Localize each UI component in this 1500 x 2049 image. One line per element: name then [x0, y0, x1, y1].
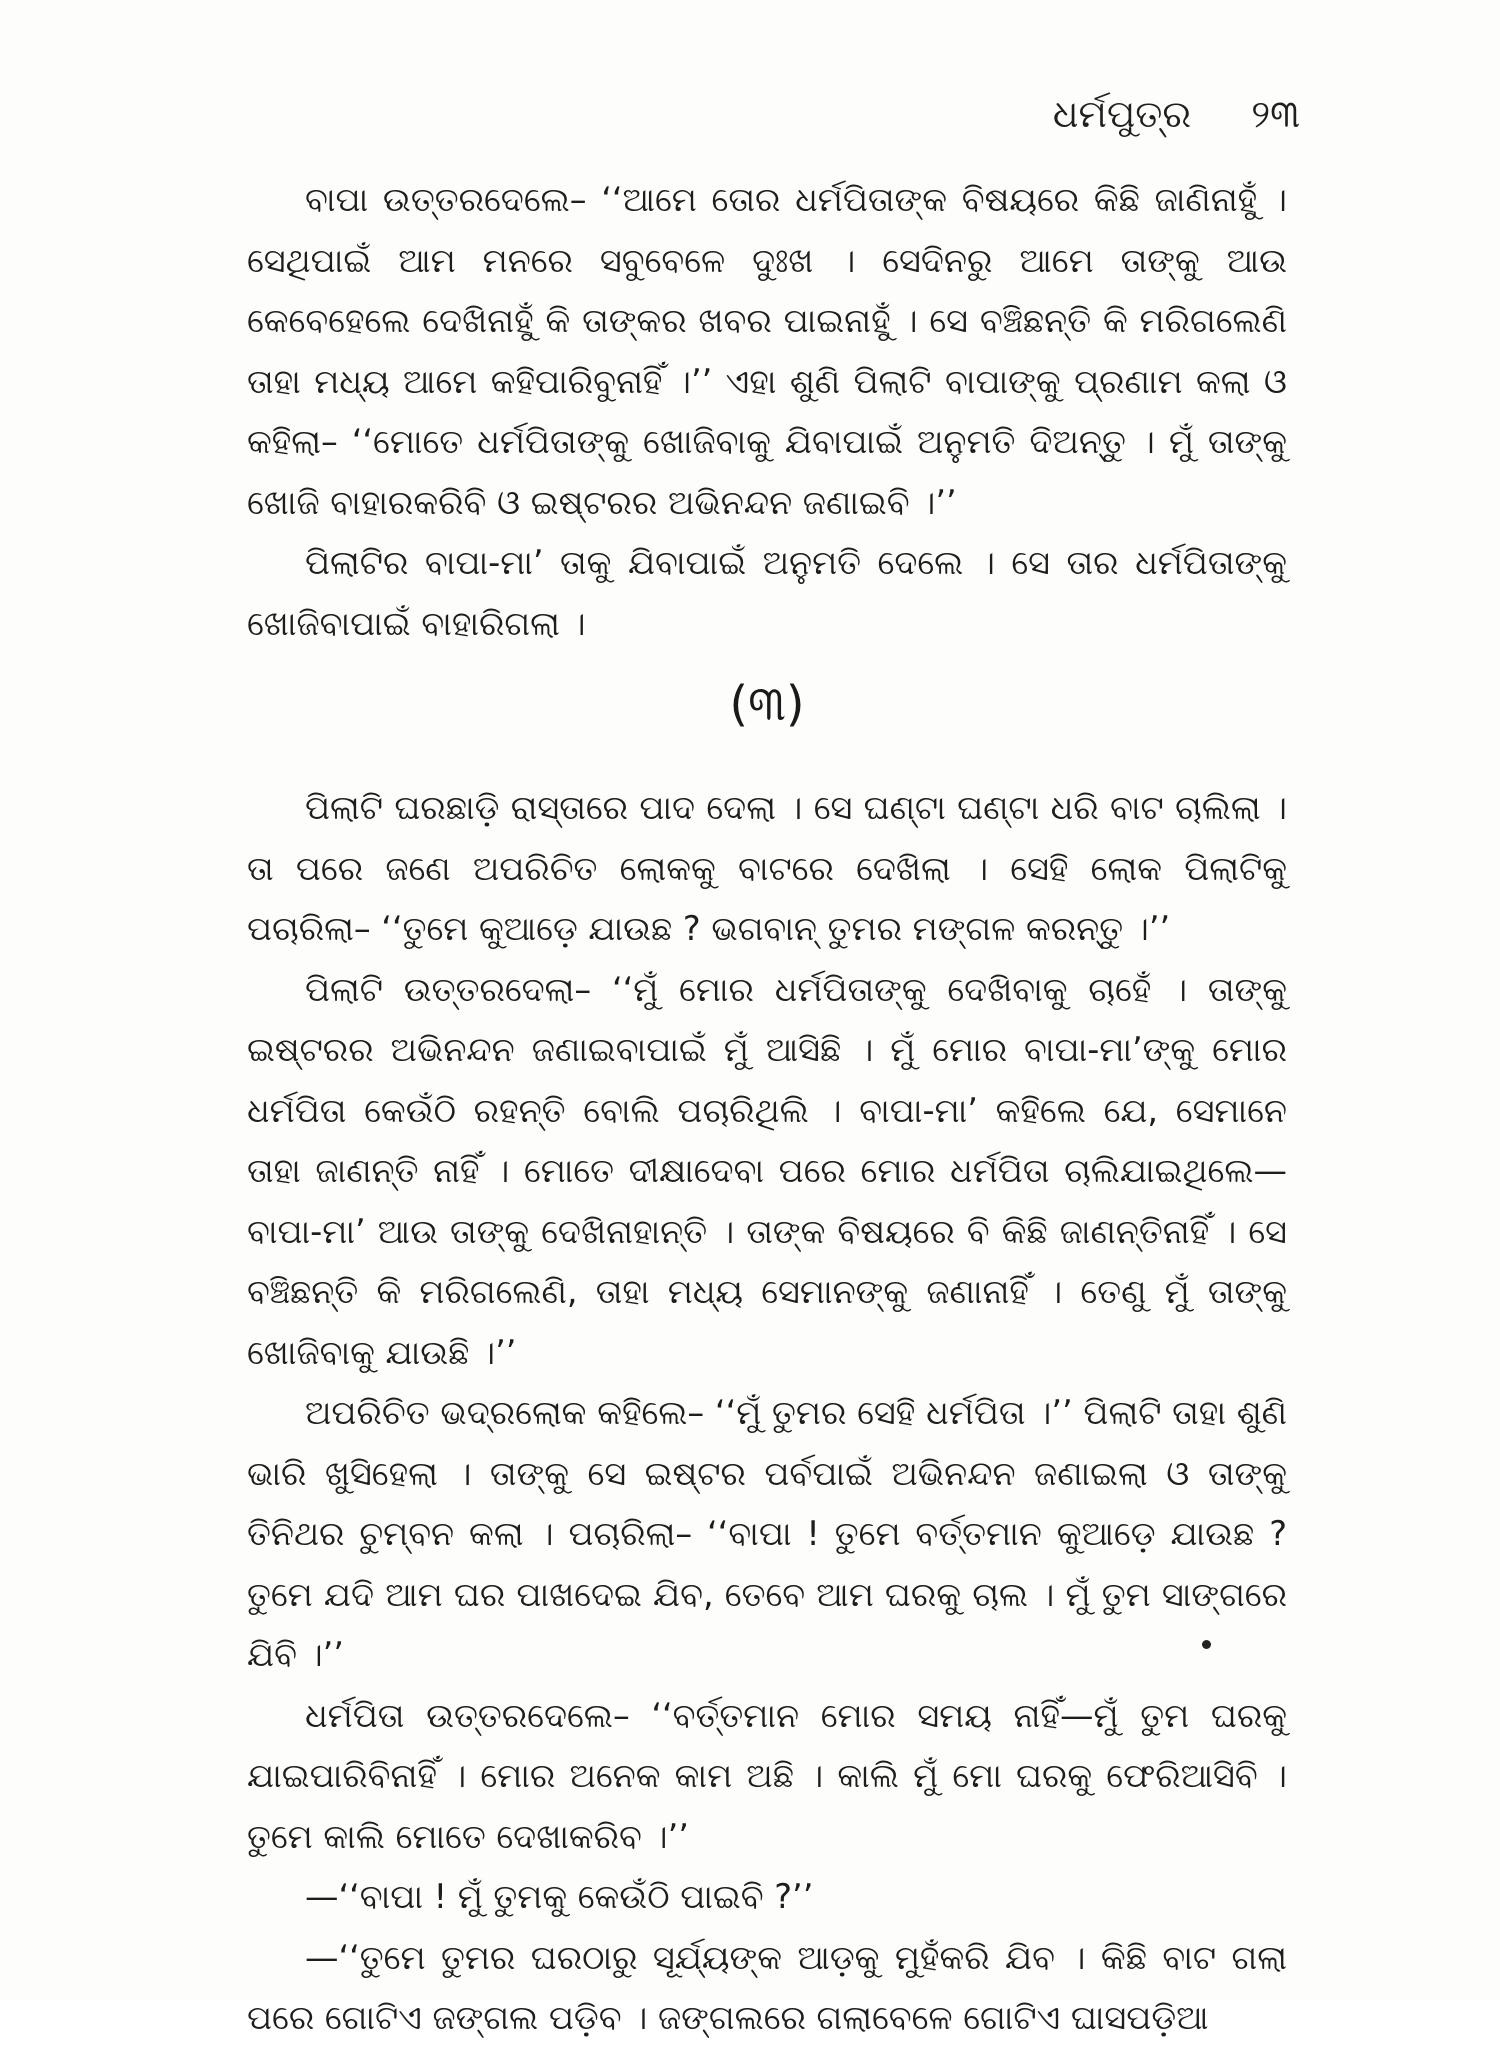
section-number: (୩): [729, 676, 805, 732]
page-body: [247, 170, 1287, 2049]
paragraph: ପିଲାଟି ଘରଛାଡ଼ି ରାସ୍ତାରେ ପାଦ ଦେଲା । ସେ ଘଣ୍ଟା ଘଣ୍ଟା ଧରି ବାଟ ଚାଲିଲା । ତା ପରେ ଜଣେ ଅପରିଚିତ ଲୋକକୁ ବାଟରେ ଦେଖିଲା । ସେହି ଲୋକ ପିଲାଟିକୁ ପଚାରିଲା– ‘‘ତୁମେ କୁଆଡ଼େ ଯାଉଛ ? ଭଗବାନ୍ ତୁମର ମଙ୍ଗଳ କରନ୍ତୁ ।’’: [247, 788, 1287, 948]
paragraph: ବାପା ଉତ୍ତରଦେଲେ– ‘‘ଆମେ ତୋର ଧର୍ମପିତାଙ୍କ ବିଷୟରେ କିଛି ଜାଣିନାହୁଁ । ସେଥିପାଇଁ ଆମ ମନରେ ସବୁବେଳେ ଦୁଃଖ । ସେଦିନରୁ ଆମେ ତାଙ୍କୁ ଆଉ କେବେହେଲେ ଦେଖିନାହୁଁ କି ତାଙ୍କର ଖବର ପାଇନାହୁଁ । ସେ ବଞ୍ଚିଛନ୍ତି କି ମରିଗଲେଣି ତାହା ମଧ୍ୟ ଆମେ କହିପାରିବୁନାହିଁ ।’’ ଏହା ଶୁଣି ପିଲାଟି ବାପାଙ୍କୁ ପ୍ରଣାମ କଲା ଓ କହିଲା– ‘‘ମୋତେ ଧର୍ମପିତାଙ୍କୁ ଖୋଜିବାକୁ ଯିବାପାଇଁ ଅନୁମତି ଦିଅନ୍ତୁ । ମୁଁ ତାଙ୍କୁ ଖୋଜି ବାହାରକରିବି ଓ ଇଷ୍ଟରର ଅଭିନନ୍ଦନ ଜଣାଇବି ।’’: [247, 180, 1287, 522]
running-header: [1053, 92, 1300, 137]
ink-speck: [1202, 1640, 1211, 1649]
page-number: ୨୩: [1251, 92, 1300, 136]
paragraph: ଧର୍ମପିତା ଉତ୍ତରଦେଲେ– ‘‘ବର୍ତ୍ତମାନ ମୋର ସମୟ ନାହିଁ—ମୁଁ ତୁମ ଘରକୁ ଯାଇପାରିବିନାହିଁ । ମୋର ଅନେକ କାମ ଅଛି । କାଲି ମୁଁ ମୋ ଘରକୁ ଫେରିଆସିବି । ତୁମେ କାଲି ମୋତେ ଦେଖାକରିବ ।’’: [247, 1695, 1287, 1856]
book-title: ଧର୍ମପୁତ୍ର: [1052, 92, 1192, 136]
paragraph: ପିଲାଟି ଉତ୍ତରଦେଲା– ‘‘ମୁଁ ମୋର ଧର୍ମପିତାଙ୍କୁ ଦେଖିବାକୁ ଚାହେଁ । ତାଙ୍କୁ ଇଷ୍ଟରର ଅଭିନନ୍ଦନ ଜଣାଇବାପାଇଁ ମୁଁ ଆସିଛି । ମୁଁ ମୋର ବାପା-ମା’ଙ୍କୁ ମୋର ଧର୍ମପିତା କେଉଁଠି ରହନ୍ତି ବୋଲି ପଚାରିଥିଲି । ବାପା-ମା’ କହିଲେ ଯେ, ସେମାନେ ତାହା ଜାଣନ୍ତି ନାହିଁ । ମୋତେ ଦୀକ୍ଷାଦେବା ପରେ ମୋର ଧର୍ମପିତା ଚାଲିଯାଇଥିଲେ—ବାପା-ମା’ ଆଉ ତାଙ୍କୁ ଦେଖିନାହାନ୍ତି । ତାଙ୍କ ବିଷୟରେ ବି କିଛି ଜାଣନ୍ତିନାହିଁ । ସେ ବଞ୍ଚିଛନ୍ତି କି ମରିଗଲେଣି, ତାହା ମଧ୍ୟ ସେମାନଙ୍କୁ ଜଣାନାହିଁ । ତେଣୁ ମୁଁ ତାଙ୍କୁ ଖୋଜିବାକୁ ଯାଉଛି ।’’: [247, 969, 1287, 1372]
paragraph: ପିଲାଟିର ବାପା-ମା’ ତାକୁ ଯିବାପାଇଁ ଅନୁମତି ଦେଲେ । ସେ ତାର ଧର୍ମପିତାଙ୍କୁ ଖୋଜିବାପାଇଁ ବାହାରିଗଲା ।: [247, 543, 1287, 643]
paragraph: —‘‘ତୁମେ ତୁମର ଘରଠାରୁ ସୂର୍ଯ୍ୟଙ୍କ ଆଡ଼କୁ ମୁହଁକରି ଯିବ । କିଛି ବାଟ ଗଲା ପରେ ଗୋଟିଏ ଜଙ୍ଗଲ ପଡ଼ିବ । ଜଙ୍ଗଲରେ ଗଲାବେଳେ ଗୋଟିଏ ଘାସପଡ଼ିଆ: [247, 1937, 1287, 2037]
paragraph: —‘‘ବାପା ! ମୁଁ ତୁମକୁ କେଉଁଠି ପାଇବି ?’’: [305, 1877, 814, 1916]
paragraph: ଅପରିଚିତ ଭଦ୍ରଲୋକ କହିଲେ– ‘‘ମୁଁ ତୁମର ସେହି ଧର୍ମପିତା ।’’ ପିଲାଟି ତାହା ଶୁଣି ଭାରି ଖୁସିହେଲା । ତାଙ୍କୁ ସେ ଇଷ୍ଟର ପର୍ବପାଇଁ ଅଭିନନ୍ଦନ ଜଣାଇଲା ଓ ତାଙ୍କୁ ତିନିଥର ଚୁମ୍ବନ କଲା । ପଚାରିଲା– ‘‘ବାପା ! ତୁମେ ବର୍ତ୍ତମାନ କୁଆଡ଼େ ଯାଉଛ ? ତୁମେ ଯଦି ଆମ ଘର ପାଖଦେଇ ଯିବ, ତେବେ ଆମ ଘରକୁ ଚାଲ । ମୁଁ ତୁମ ସାଙ୍ଗରେ ଯିବି ।’’: [247, 1393, 1287, 1674]
